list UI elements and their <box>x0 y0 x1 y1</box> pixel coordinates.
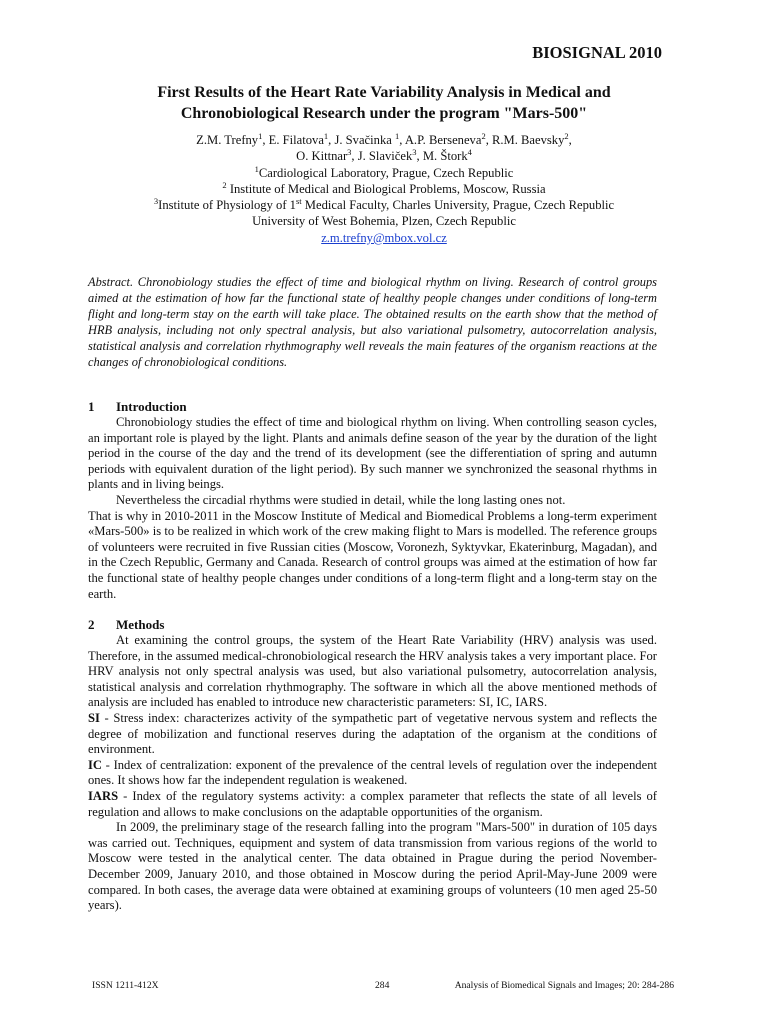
section-heading-methods: 2 Methods <box>88 617 165 632</box>
section-heading-introduction: 1 Introduction <box>88 399 187 414</box>
definition-si: SI - Stress index: characterizes activity of the sympathetic part of vegetative nervous system and reflects the degree of mobilization and functional reserves during the adaptation of the organism at the conditions of environment. <box>88 710 657 757</box>
paragraph: Nevertheless the circadial rhythms were studied in detail, while the long lasting ones not. <box>116 492 566 507</box>
footer-issn: ISSN 1211-412X <box>92 980 159 991</box>
affiliation-4: University of West Bohemia, Plzen, Czech Republic <box>252 214 516 229</box>
paragraph: In 2009, the preliminary stage of the research falling into the program "Mars-500" in duration of 105 days was carried out. Techniques, equipment and system of data transmission from various regions of the world to Moscow were tested in the analytical center. The data obtained in Prague during the period November-December 2009, January 2010, and those obtained in Moscow during the period April-May-June 2009 were compared. In both cases, the average data were obtained at examining groups of volunteers (10 men aged 25-50 years). <box>88 820 657 913</box>
author-line-2: O. Kittnar$^3$, J. Slaviček$^3$, M. Štork$^4$ <box>296 147 472 164</box>
definition-ic: IC - Index of centralization: exponent of the prevalence of the central levels of regulation over the independent ones. It shows how far the independent regulation is weakened. <box>88 757 657 788</box>
author-block <box>100 132 668 246</box>
affiliation-3: $^3$Institute of Physiology of 1st Medical Faculty, Charles University, Prague, Czech Republic <box>153 196 615 213</box>
author-line-1: Z.M. Trefny$^1$, E. Filatova$^1$, J. Svačinka $^1$, A.P. Berseneva$^2$, R.M. Baevsky$^2$, <box>196 131 572 147</box>
email-link[interactable]: z.m.trefny@mbox.vol.cz <box>321 230 447 245</box>
affiliation-1: $^1$Cardiological Laboratory, Prague, Czech Republic <box>254 163 514 180</box>
paragraph: Chronobiology studies the effect of time and biological rhythm on living. When controlling season cycles, an important role is played by the light. Plants and animals define season of the year by the duration of the light period in the course of the day and the trend of its development (see the differentiation of spring and autumn periods with equivalent duration of the light period). By such manner we synchronized the seasonal rhythms in plants and in living beings. <box>88 415 657 492</box>
paper-title <box>100 82 668 124</box>
conference-header: BIOSIGNAL 2010 <box>532 43 662 62</box>
footer-page-number: 284 <box>375 980 390 991</box>
paragraph: That is why in 2010-2011 in the Moscow Institute of Medical and Biomedical Problems a long-term experiment «Mars-500» is to be realized in which work of the crew making flight to Mars is modelled. The reference groups of volunteers were recruited in five Russian cities (Moscow, Voronezh, Syktyvkar, Ekaterinburg, Magadan), and in the Czech Republic, Germany and Canada. Research of control groups was aimed at the estimation of how far the functional state of healthy people changes under conditions of a long-term flight and a long-term stay on the earth. <box>88 508 657 601</box>
title-line-1: First Results of the Heart Rate Variability Analysis in Medical and <box>157 84 611 101</box>
footer-journal: Analysis of Biomedical Signals and Images; 20: 284-286 <box>454 980 674 991</box>
definition-iars: IARS - Index of the regulatory systems activity: a complex parameter that reflects the state of all levels of regulation and allows to make conclusions on the adaptable opportunities of the organism. <box>88 788 657 819</box>
introduction-body <box>88 415 657 602</box>
abstract: Abstract. Chronobiology studies the effect of time and biological rhythm on living. Research of control groups aimed at the estimation of how far the functional state of healthy people changes under conditions of long-term flight and long-term stay on the earth will take place. The obtained results on the earth show that the method of HRB analysis, including not only spectral analysis, but also variational pulsometry, autocorrelation analysis, statistical analysis and correlation rhythmography well reveals the main features of the organism reactions at the changes of chronobiological conditions. <box>88 275 657 370</box>
paragraph: At examining the control groups, the system of the Heart Rate Variability (HRV) analysis was used. Therefore, in the assumed medical-chronobiological research the HRV analysis takes a very important place. For HRV analysis not only spectral analysis was used, but also variational pulsometry, autocorrelation analysis, statistical analysis and correlation rhythmography. The software in which all the above mentioned methods of analysis are included has enabled to introduce new characteristic parameters: SI, IC, IARS. <box>88 633 657 710</box>
methods-body <box>88 633 657 914</box>
title-line-2: Chronobiological Research under the program "Mars-500" <box>180 105 588 122</box>
affiliation-2: $^2$ Institute of Medical and Biological Problems, Moscow, Russia <box>222 179 546 196</box>
